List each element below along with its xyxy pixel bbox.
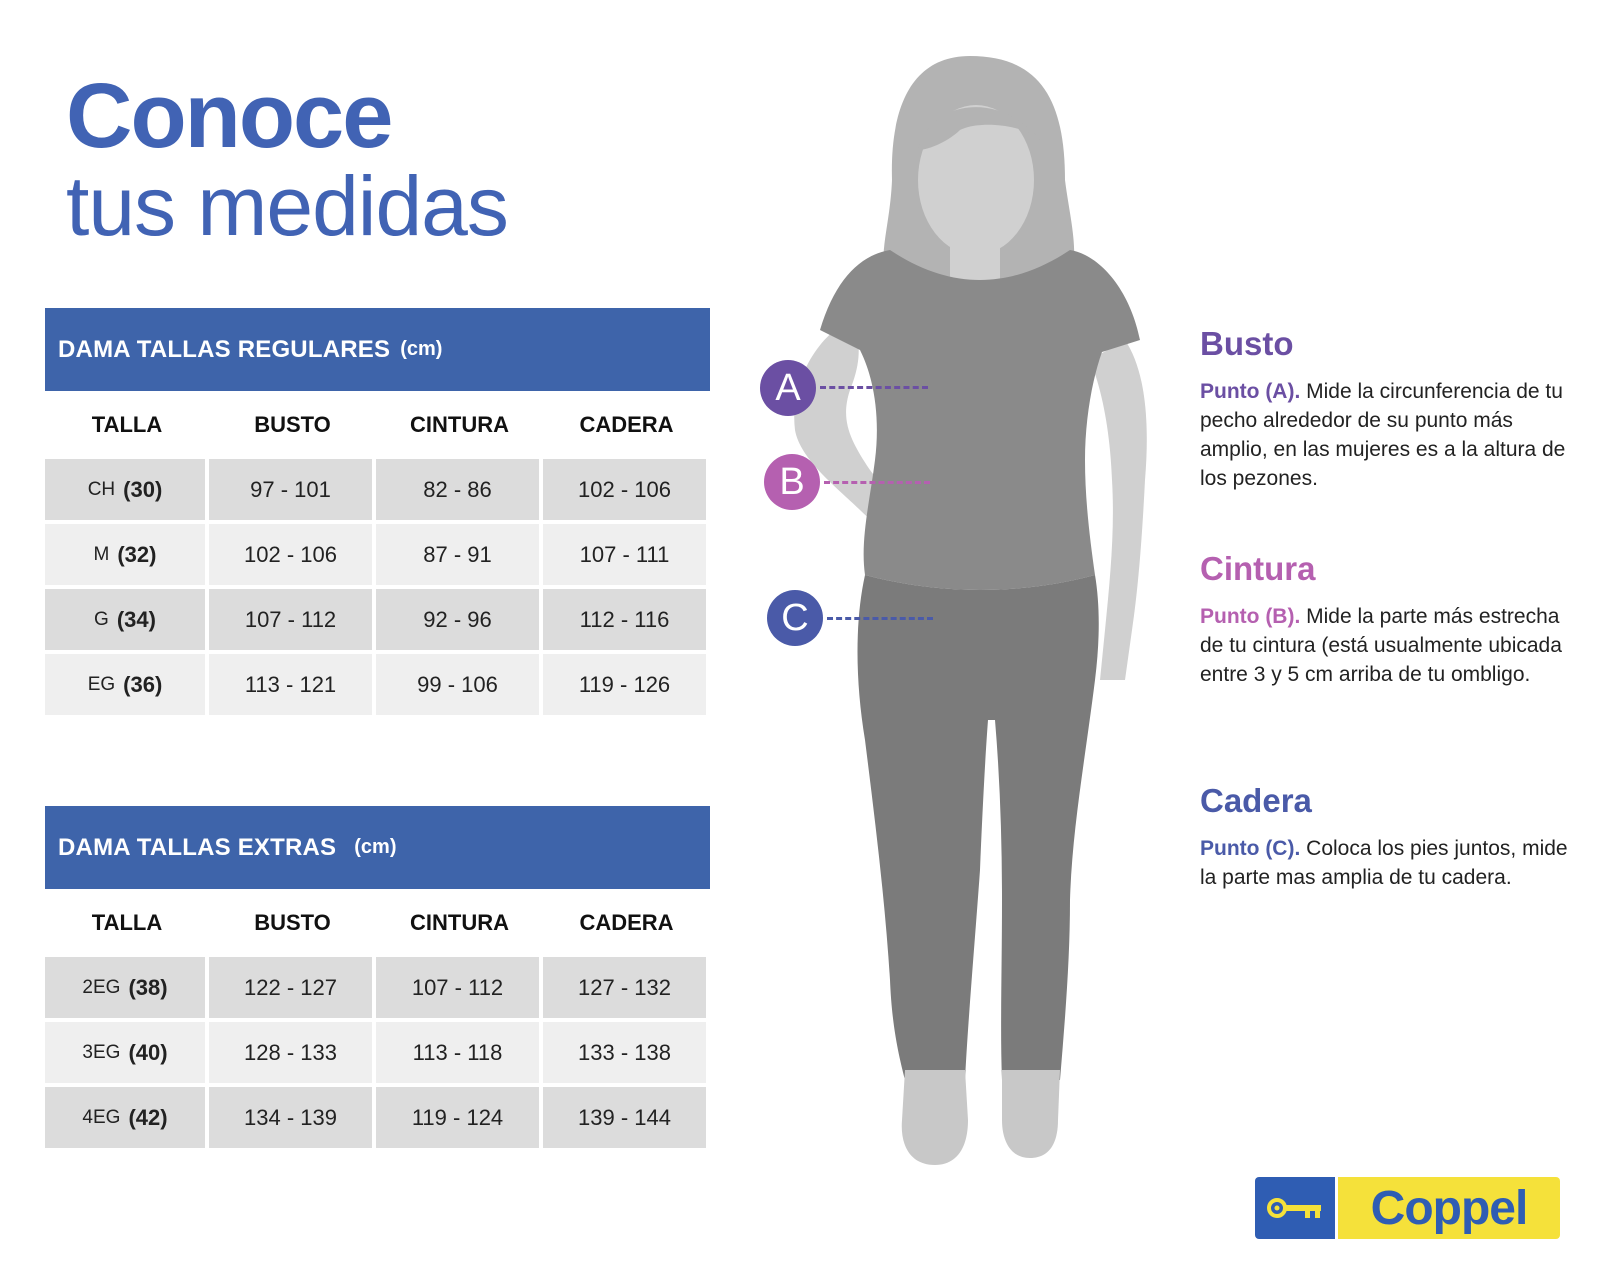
cintura-cell: 82 - 86	[376, 459, 539, 520]
busto-cell: 128 - 133	[209, 1022, 372, 1083]
column-header-talla: TALLA	[91, 412, 163, 437]
marker-c: C	[767, 590, 823, 646]
cadera-cell: 119 - 126	[543, 654, 706, 715]
cadera-description	[1200, 834, 1570, 892]
key-icon	[1255, 1177, 1335, 1239]
marker-b: B	[764, 454, 820, 510]
talla-label: M	[93, 543, 110, 565]
extra-sizes-table	[45, 806, 710, 1148]
extra-table-header	[45, 806, 710, 889]
coppel-logo	[1255, 1177, 1560, 1239]
cadera-cell: 112 - 116	[543, 589, 706, 650]
table-row	[45, 589, 710, 650]
cintura-cell: 113 - 118	[376, 1022, 539, 1083]
extra-table-body	[45, 957, 710, 1148]
busto-point-label: Punto (A).	[1200, 380, 1301, 403]
title-line-1: Conoce	[66, 65, 392, 167]
regular-table-title: DAMA TALLAS REGULARES	[58, 335, 391, 363]
talla-number: (34)	[116, 606, 156, 632]
talla-label: CH	[87, 478, 116, 500]
table-row	[45, 957, 710, 1018]
column-header-busto: BUSTO	[254, 412, 331, 437]
cadera-cell: 107 - 111	[543, 524, 706, 585]
talla-cell	[45, 654, 205, 715]
talla-number: (36)	[123, 671, 163, 697]
talla-cell	[45, 957, 205, 1018]
cadera-cell: 133 - 138	[543, 1022, 706, 1083]
column-header-busto: BUSTO	[254, 910, 331, 935]
column-header-cintura: CINTURA	[410, 412, 509, 437]
cintura-text: Mide la parte más estrecha de tu cintura (está usualmente ubicada entre 3 y 5 cm arriba de tu ombligo.	[1200, 605, 1562, 686]
column-header-cadera: CADERA	[579, 910, 674, 935]
table-row	[45, 1087, 710, 1148]
busto-cell: 134 - 139	[209, 1087, 372, 1148]
column-header-cintura: CINTURA	[410, 910, 509, 935]
cintura-cell: 119 - 124	[376, 1087, 539, 1148]
busto-info	[1200, 325, 1570, 493]
cadera-text: Coloca los pies juntos, mide la parte mas amplia de tu cadera.	[1200, 837, 1568, 889]
regular-table-column-headers	[45, 391, 710, 459]
busto-cell: 97 - 101	[209, 459, 372, 520]
regular-table-body	[45, 459, 710, 715]
talla-number: (40)	[128, 1039, 168, 1065]
table-row	[45, 654, 710, 715]
talla-number: (38)	[128, 974, 168, 1000]
busto-cell: 102 - 106	[209, 524, 372, 585]
busto-description	[1200, 377, 1570, 493]
talla-label: EG	[87, 673, 116, 695]
extra-table-column-headers	[45, 889, 710, 957]
cintura-heading: Cintura	[1200, 550, 1316, 587]
cadera-info	[1200, 782, 1570, 892]
extra-table-title: DAMA TALLAS EXTRAS	[58, 833, 337, 861]
coppel-wordmark: Coppel	[1338, 1177, 1560, 1239]
talla-label: G	[94, 608, 109, 630]
cintura-description	[1200, 602, 1570, 689]
cintura-point-label: Punto (B).	[1200, 605, 1301, 628]
cadera-cell: 127 - 132	[543, 957, 706, 1018]
busto-cell: 107 - 112	[209, 589, 372, 650]
title-line-2: tus medidas	[66, 159, 508, 253]
cadera-point-label: Punto (C).	[1200, 837, 1301, 860]
talla-cell	[45, 589, 205, 650]
column-header-cadera: CADERA	[579, 412, 674, 437]
cintura-info	[1200, 550, 1570, 689]
talla-label: 3EG	[82, 1041, 121, 1063]
busto-cell: 113 - 121	[209, 654, 372, 715]
page-title	[66, 65, 508, 253]
talla-label: 4EG	[82, 1106, 121, 1128]
talla-cell	[45, 459, 205, 520]
talla-number: (32)	[117, 541, 157, 567]
cadera-cell: 139 - 144	[543, 1087, 706, 1148]
table-row	[45, 524, 710, 585]
woman-silhouette-illustration	[740, 40, 1190, 1190]
marker-a: A	[760, 360, 816, 416]
regular-table-unit: (cm)	[400, 338, 443, 360]
cintura-cell: 87 - 91	[376, 524, 539, 585]
talla-number: (42)	[128, 1104, 168, 1130]
busto-heading: Busto	[1200, 325, 1294, 362]
talla-cell	[45, 1087, 205, 1148]
table-row	[45, 459, 710, 520]
cintura-cell: 92 - 96	[376, 589, 539, 650]
table-row	[45, 1022, 710, 1083]
busto-cell: 122 - 127	[209, 957, 372, 1018]
talla-cell	[45, 524, 205, 585]
cadera-heading: Cadera	[1200, 782, 1312, 819]
busto-text: Mide la circunferencia de tu pecho alrededor de su punto más amplio, en las mujeres es a la altura de los pezones.	[1200, 380, 1566, 490]
cadera-cell: 102 - 106	[543, 459, 706, 520]
column-header-talla: TALLA	[91, 910, 163, 935]
talla-label: 2EG	[82, 976, 121, 998]
regular-sizes-table	[45, 308, 710, 715]
cintura-cell: 107 - 112	[376, 957, 539, 1018]
cintura-cell: 99 - 106	[376, 654, 539, 715]
regular-table-header	[45, 308, 710, 391]
extra-table-unit: (cm)	[354, 836, 397, 858]
talla-cell	[45, 1022, 205, 1083]
talla-number: (30)	[123, 476, 163, 502]
